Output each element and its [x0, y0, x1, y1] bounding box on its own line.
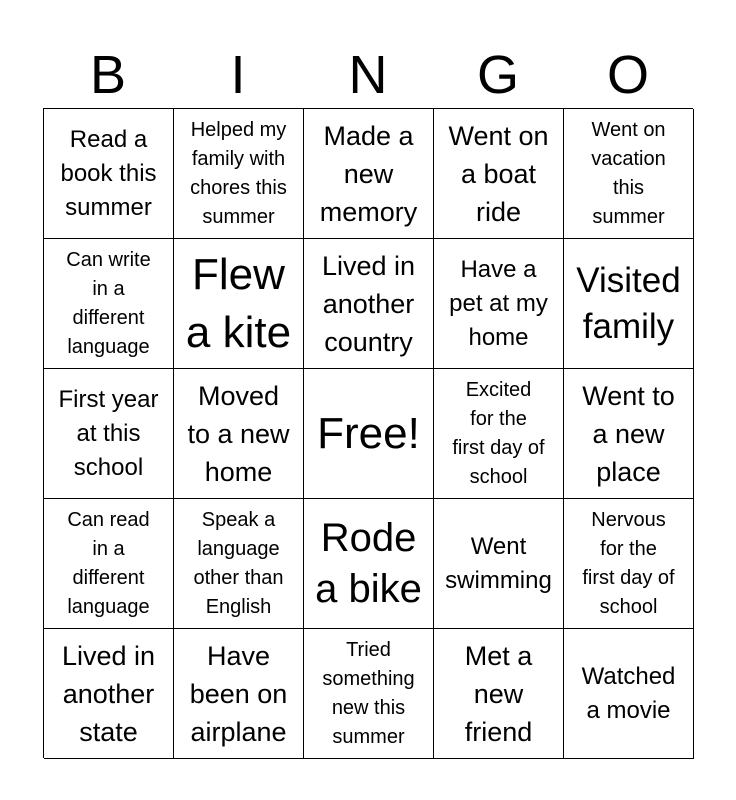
- bingo-cell: [174, 369, 304, 499]
- cell-text: Read a book this summer: [60, 125, 157, 221]
- bingo-cell: [564, 499, 694, 629]
- bingo-board: [43, 108, 693, 758]
- bingo-cell: [44, 109, 174, 239]
- cell-text: Excited for the first day of school: [452, 378, 545, 488]
- bingo-cell: [304, 629, 434, 759]
- bingo-cell: [564, 239, 694, 369]
- cell-text: Lived in another state: [61, 640, 156, 747]
- cell-text: Have been on airplane: [189, 640, 288, 747]
- bingo-cell: [564, 109, 694, 239]
- bingo-cell: [304, 499, 434, 629]
- cell-text: Made a new memory: [319, 120, 418, 227]
- bingo-cell: [434, 369, 564, 499]
- bingo-cell: [174, 109, 304, 239]
- cell-text: Tried something new this summer: [322, 638, 415, 748]
- cell-text: Flew a kite: [185, 249, 292, 357]
- bingo-cell: [304, 239, 434, 369]
- cell-text: Went to a new place: [582, 380, 675, 487]
- cell-text: Visited family: [576, 260, 681, 346]
- bingo-cell: [564, 369, 694, 499]
- header-letter-i: I: [230, 45, 246, 105]
- bingo-cell: [434, 239, 564, 369]
- cell-text: Met a new friend: [464, 640, 533, 747]
- bingo-cell: [434, 499, 564, 629]
- free-space: [304, 369, 434, 499]
- cell-text: First year at this school: [58, 385, 159, 481]
- header-letter-o: O: [606, 45, 649, 105]
- header-letter-g: G: [476, 45, 519, 105]
- bingo-cell: [44, 499, 174, 629]
- bingo-cell: [174, 629, 304, 759]
- bingo-cell: [44, 239, 174, 369]
- cell-text: Helped my family with chores this summer: [190, 118, 287, 228]
- cell-text: Can read in a different language: [67, 508, 150, 618]
- cell-text: Rode a bike: [315, 515, 422, 611]
- cell-text: Moved to a new home: [187, 380, 290, 487]
- header-letter-n: N: [348, 45, 388, 105]
- bingo-cell: [174, 499, 304, 629]
- header-letter-b: B: [89, 45, 127, 105]
- cell-text: Can write in a different language: [66, 248, 151, 358]
- cell-text: Went swimming: [445, 532, 552, 594]
- bingo-cell: [44, 629, 174, 759]
- cell-text: Went on vacation this summer: [591, 118, 666, 228]
- bingo-cell: [564, 629, 694, 759]
- cell-text: Speak a language other than English: [193, 508, 284, 618]
- cell-text: Have a pet at my home: [449, 255, 548, 351]
- bingo-cell: [44, 369, 174, 499]
- bingo-cell: [434, 629, 564, 759]
- cell-text: Went on a boat ride: [448, 120, 549, 227]
- bingo-cell: [304, 109, 434, 239]
- cell-text: Watched a movie: [581, 662, 676, 724]
- bingo-cell: [174, 239, 304, 369]
- cell-text: Free!: [317, 408, 420, 458]
- cell-text: Lived in another country: [321, 250, 416, 357]
- bingo-cell: [434, 109, 564, 239]
- bingo-header: [43, 44, 693, 106]
- cell-text: Nervous for the first day of school: [582, 508, 675, 618]
